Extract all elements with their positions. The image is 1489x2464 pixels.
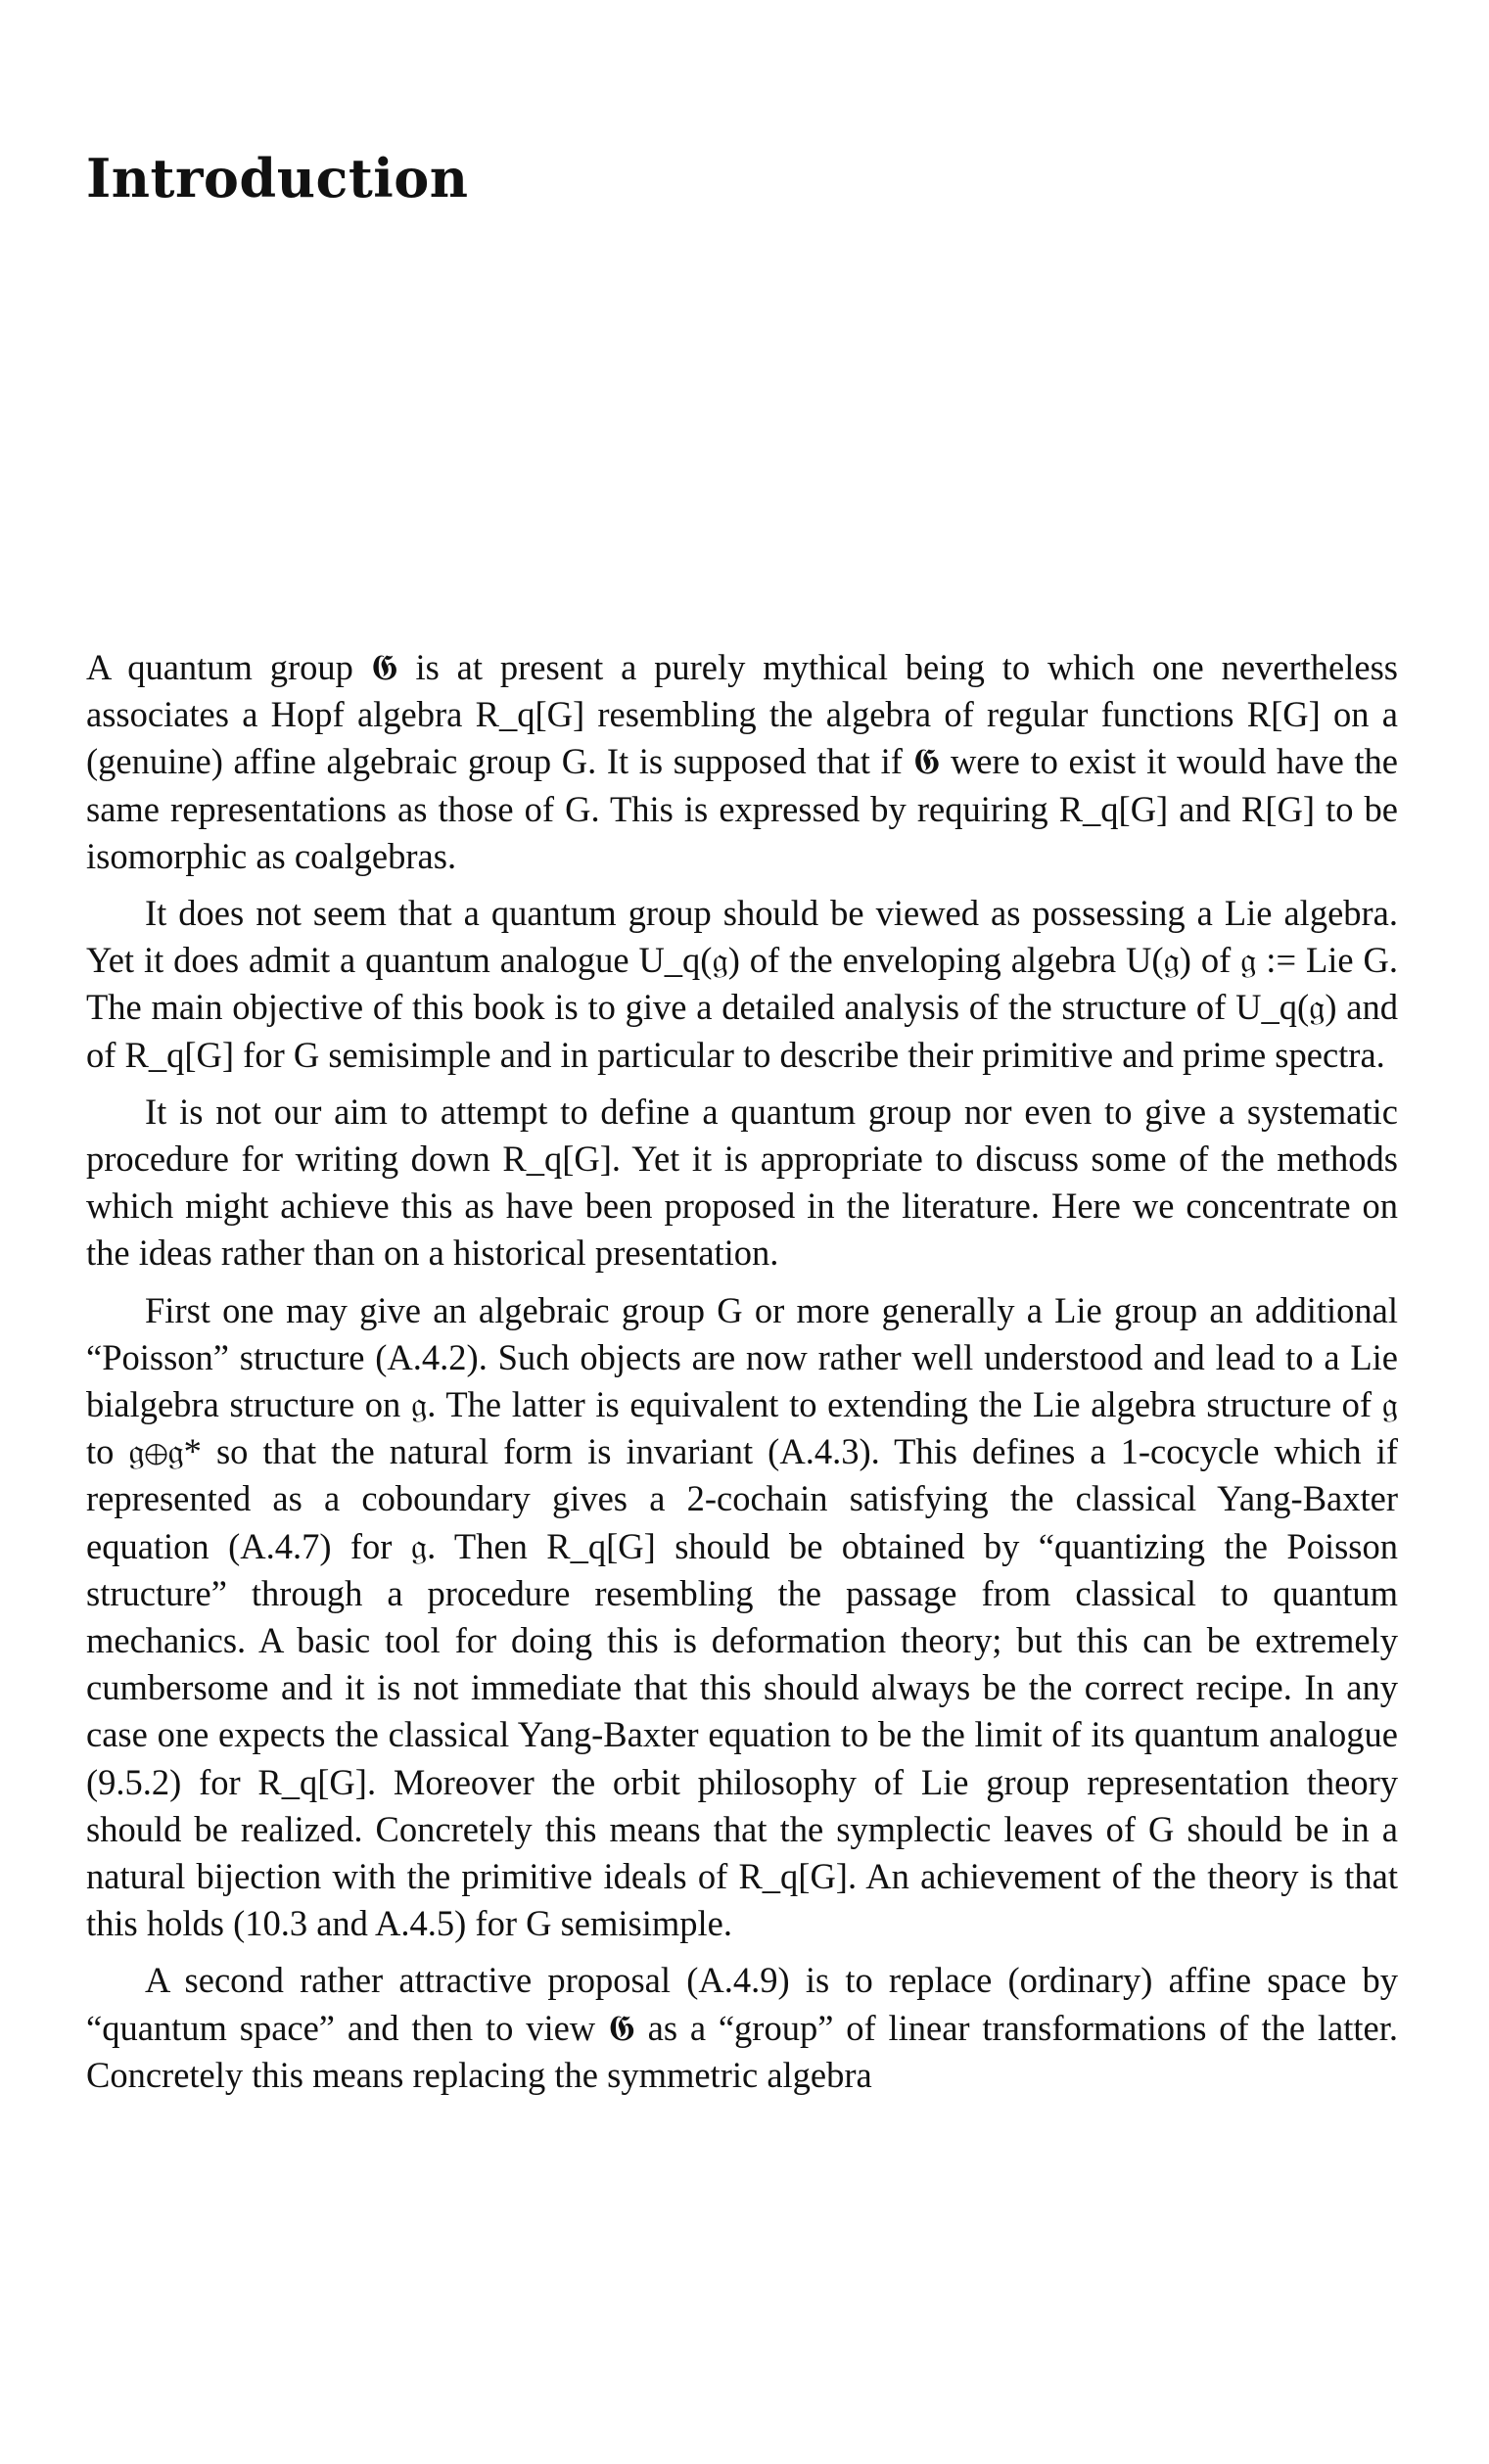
paragraph-4: First one may give an algebraic group G or more generally a Lie group an additional “Poisson” structure (A.4.2). Such objects are now rather well understood and lead to a Lie bialgebra structure on 𝔤. The latter is equivalent to extending the Lie algebra structure of 𝔤 to 𝔤⊕𝔤* so that the natural form is invariant (A.4.3). This defines a 1-cocycle which if represented as a coboundary gives a 2-cochain satisfying the classical Yang-Baxter equation (A.4.7) for 𝔤. Then R_q[G] should be obtained by “quantizing the Poisson structure” through a procedure resembling the passage from classical to quantum mechanics. A basic tool for doing this is deformation theory; but this can be extremely cumbersome and it is not immediate that this should always be the correct recipe. In any case one expects the classical Yang-Baxter equation to be the limit of its quantum analogue (9.5.2) for R_q[G]. Moreover the orbit philosophy of Lie group representation theory should be realized. Concretely this means that the symplectic leaves of G should be in a natural bijection with the primitive ideals of R_q[G]. An achievement of the theory is that this holds (10.3 and A.4.5) for G semisimple. xyxy=(86,1289,1398,1944)
body-text xyxy=(86,644,1398,2109)
paragraph-2: It does not seem that a quantum group should be viewed as possessing a Lie algebra. Yet it does admit a quantum analogue U_q(𝔤) of the enveloping algebra U(𝔤) of 𝔤 := Lie G. The main objective of this book is to give a detailed analysis of the structure of U_q(𝔤) and of R_q[G] for G semisimple and in particular to describe their primitive and prime spectra. xyxy=(86,893,1398,1075)
paragraph-1: A quantum group 𝕲 is at present a purely mythical being to which one nevertheless associates a Hopf algebra R_q[G] resembling the algebra of regular functions R[G] on a (genuine) affine algebraic group G. It is supposed that if 𝕲 were to exist it would have the same representations as those of G. This is expressed by requiring R_q[G] and R[G] to be isomorphic as coalgebras. xyxy=(86,647,1398,876)
page-title: Introduction xyxy=(86,147,469,209)
page-header xyxy=(86,147,1398,209)
paragraph-3: It is not our aim to attempt to define a quantum group nor even to give a systematic procedure for writing down R_q[G]. Yet it is appropriate to discuss some of the methods which might achieve this as have been proposed in the literature. Here we concentrate on the ideas rather than on a historical presentation. xyxy=(86,1091,1398,1274)
paragraph-5: A second rather attractive proposal (A.4.9) is to replace (ordinary) affine space by “quantum space” and then to view 𝕲 as a “group” of linear transformations of the latter. Concretely this means replacing the symmetric algebra xyxy=(86,1960,1398,2095)
